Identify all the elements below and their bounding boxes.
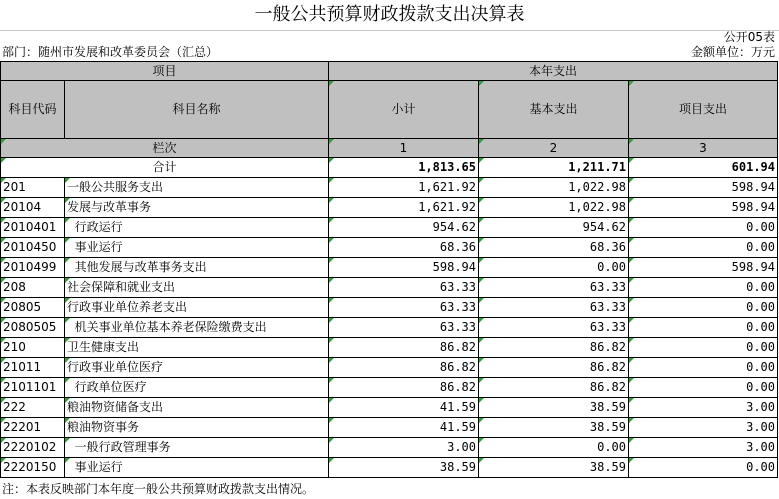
header-subtotal: 小计 xyxy=(329,81,479,139)
header-col-3: 3 xyxy=(629,139,778,158)
subject-name: 事业运行 xyxy=(65,238,329,258)
project-value: 598.94 xyxy=(629,198,778,218)
subtotal-value: 86.82 xyxy=(329,358,479,378)
subject-code: 201 xyxy=(1,178,65,198)
subtotal-value: 63.33 xyxy=(329,278,479,298)
basic-value: 954.62 xyxy=(479,218,629,238)
header-subject-name: 科目名称 xyxy=(65,81,329,139)
basic-value: 0.00 xyxy=(479,258,629,278)
basic-value: 86.82 xyxy=(479,378,629,398)
table-row xyxy=(1,178,778,198)
subject-name: 一般公共服务支出 xyxy=(65,178,329,198)
subject-name: 卫生健康支出 xyxy=(65,338,329,358)
table-row xyxy=(1,418,778,438)
form-number: 公开05表 xyxy=(723,30,775,44)
table-row xyxy=(1,438,778,458)
subject-name: 行政事业单位医疗 xyxy=(65,358,329,378)
table-row xyxy=(1,378,778,398)
table-row xyxy=(1,338,778,358)
subtotal-value: 41.59 xyxy=(329,418,479,438)
table-row xyxy=(1,298,778,318)
table-row xyxy=(1,278,778,298)
subtotal-value: 86.82 xyxy=(329,338,479,358)
header-basic-expenditure: 基本支出 xyxy=(479,81,629,139)
subtotal-value: 86.82 xyxy=(329,378,479,398)
header-subject-code: 科目代码 xyxy=(1,81,65,139)
subject-name: 粮油物资事务 xyxy=(65,418,329,438)
project-value: 0.00 xyxy=(629,378,778,398)
total-row xyxy=(1,158,778,178)
total-project: 601.94 xyxy=(629,158,778,178)
basic-value: 38.59 xyxy=(479,418,629,438)
subject-code: 2220102 xyxy=(1,438,65,458)
subject-name: 事业运行 xyxy=(65,458,329,478)
subject-name: 发展与改革事务 xyxy=(65,198,329,218)
subtotal-value: 63.33 xyxy=(329,298,479,318)
subject-name: 机关事业单位基本养老保险缴费支出 xyxy=(65,318,329,338)
subtotal-value: 63.33 xyxy=(329,318,479,338)
header-col-2: 2 xyxy=(479,139,629,158)
basic-value: 68.36 xyxy=(479,238,629,258)
table-row xyxy=(1,258,778,278)
project-value: 0.00 xyxy=(629,318,778,338)
subject-code: 20104 xyxy=(1,198,65,218)
basic-value: 0.00 xyxy=(479,438,629,458)
subtotal-value: 1,621.92 xyxy=(329,198,479,218)
basic-value: 38.59 xyxy=(479,458,629,478)
department-label: 部门：随州市发展和改革委员会（汇总） xyxy=(2,45,219,59)
project-value: 0.00 xyxy=(629,278,778,298)
header-project-expenditure: 项目支出 xyxy=(629,81,778,139)
subtotal-value: 68.36 xyxy=(329,238,479,258)
basic-value: 1,022.98 xyxy=(479,198,629,218)
basic-value: 86.82 xyxy=(479,338,629,358)
project-value: 0.00 xyxy=(629,298,778,318)
subject-name: 行政运行 xyxy=(65,218,329,238)
basic-value: 38.59 xyxy=(479,398,629,418)
project-value: 3.00 xyxy=(629,418,778,438)
table-row xyxy=(1,398,778,418)
subject-code: 21011 xyxy=(1,358,65,378)
subtotal-value: 954.62 xyxy=(329,218,479,238)
header-col-1: 1 xyxy=(329,139,479,158)
project-value: 598.94 xyxy=(629,178,778,198)
project-value: 598.94 xyxy=(629,258,778,278)
table-row xyxy=(1,358,778,378)
project-value: 0.00 xyxy=(629,338,778,358)
subtotal-value: 1,621.92 xyxy=(329,178,479,198)
footnote: 注：本表反映部门本年度一般公共预算财政拨款支出情况。 xyxy=(2,482,315,496)
subject-code: 222 xyxy=(1,398,65,418)
header-column-number: 栏次 xyxy=(1,139,329,158)
basic-value: 1,022.98 xyxy=(479,178,629,198)
basic-value: 63.33 xyxy=(479,318,629,338)
project-value: 0.00 xyxy=(629,238,778,258)
header-annual-expenditure: 本年支出 xyxy=(329,62,778,81)
table-row xyxy=(1,198,778,218)
subject-code: 2220150 xyxy=(1,458,65,478)
subject-code: 210 xyxy=(1,338,65,358)
subject-code: 2010450 xyxy=(1,238,65,258)
subject-name: 社会保障和就业支出 xyxy=(65,278,329,298)
basic-value: 86.82 xyxy=(479,358,629,378)
subject-name: 行政事业单位养老支出 xyxy=(65,298,329,318)
project-value: 3.00 xyxy=(629,398,778,418)
total-subtotal: 1,813.65 xyxy=(329,158,479,178)
table-row xyxy=(1,458,778,478)
subject-name: 其他发展与改革事务支出 xyxy=(65,258,329,278)
header-item: 项目 xyxy=(1,62,329,81)
subject-code: 2010401 xyxy=(1,218,65,238)
subject-code: 208 xyxy=(1,278,65,298)
table-row xyxy=(1,318,778,338)
subject-name: 一般行政管理事务 xyxy=(65,438,329,458)
project-value: 0.00 xyxy=(629,358,778,378)
project-value: 3.00 xyxy=(629,438,778,458)
subject-code: 2080505 xyxy=(1,318,65,338)
subject-name: 粮油物资储备支出 xyxy=(65,398,329,418)
basic-value: 63.33 xyxy=(479,278,629,298)
project-value: 0.00 xyxy=(629,458,778,478)
basic-value: 63.33 xyxy=(479,298,629,318)
table-row xyxy=(1,218,778,238)
expenditure-table xyxy=(0,61,778,478)
report-title: 一般公共预算财政拨款支出决算表 xyxy=(0,0,779,31)
subject-code: 2101101 xyxy=(1,378,65,398)
project-value: 0.00 xyxy=(629,218,778,238)
total-label: 合计 xyxy=(1,158,329,178)
subject-code: 20805 xyxy=(1,298,65,318)
subject-name: 行政单位医疗 xyxy=(65,378,329,398)
subtotal-value: 41.59 xyxy=(329,398,479,418)
subject-code: 22201 xyxy=(1,418,65,438)
total-basic: 1,211.71 xyxy=(479,158,629,178)
subtotal-value: 3.00 xyxy=(329,438,479,458)
subtotal-value: 38.59 xyxy=(329,458,479,478)
table-row xyxy=(1,238,778,258)
unit-label: 金额单位：万元 xyxy=(690,45,775,59)
subtotal-value: 598.94 xyxy=(329,258,479,278)
subject-code: 2010499 xyxy=(1,258,65,278)
